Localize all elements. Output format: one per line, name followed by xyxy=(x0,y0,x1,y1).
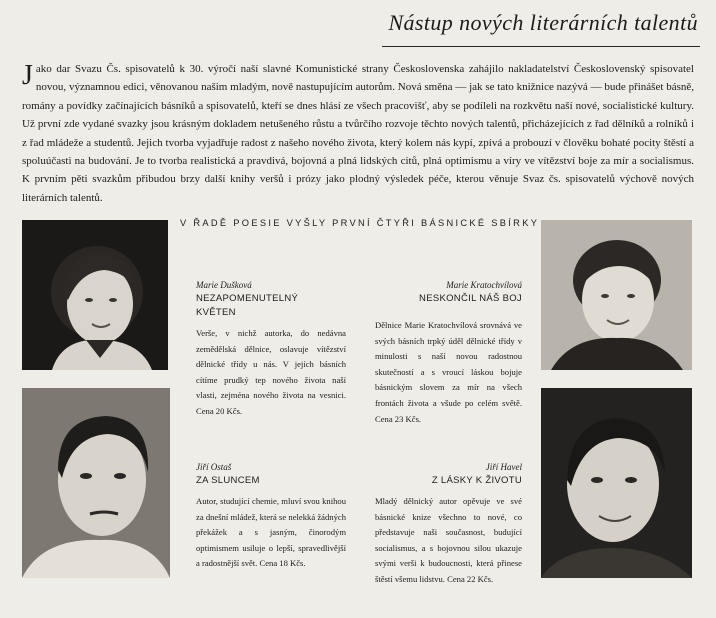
book-description: Dělnice Marie Kratochvílová srovnává ve svých básních trpký úděl dělnické třídy v minulosti s naší novou radostnou skutečností a s vroucí láskou bojuje básnickým slovem za mír na všech frontách života a všude po celém světě. Cena 23 Kčs. xyxy=(375,320,522,424)
book-author: Jiří Ostaš xyxy=(196,462,232,472)
intro-dropcap: J xyxy=(22,60,33,91)
book-nezapomenutelny-kveten xyxy=(196,280,346,420)
book-title: ZA SLUNCEM xyxy=(196,475,260,486)
book-z-lasky-k-zivotu xyxy=(375,462,522,588)
book-description: Autor, studující chemie, mluví svou knihou za dnešní mládež, která se nelekká žádných překážek a s jasným, činorodým optimismem usiluje o lepší, spravedlivější a radostnější svět. Cena 18 Kčs. xyxy=(196,496,346,569)
book-description: Mladý dělnický autor opěvuje ve své básnické knize všechno to nové, co představuje naši současnost, budující socialismus, a s bojovnou silou ukazuje svými verši k budoucnosti, která přinese štěstí všemu lidstvu. Cena 22 Kčs. xyxy=(375,496,522,584)
book-title: NEZAPOMENUTELNÝ KVĚTEN xyxy=(196,293,299,318)
intro-paragraph xyxy=(22,60,694,207)
book-author: Marie Dušková xyxy=(196,280,252,290)
book-author: Jiří Havel xyxy=(485,462,522,472)
book-za-sluncem xyxy=(196,462,346,572)
portrait-jiri-ostas xyxy=(22,388,170,578)
section-heading: V ŘADĚ POESIE VYŠLY PRVNÍ ČTYŘI BÁSNICKÉ SBÍRKY xyxy=(180,218,540,228)
book-description: Verše, v nichž autorka, do nedávna zemědělská dělnice, oslavuje vítězství dělnické třídy u nás. V jejích básních cítíme prudký tep nového života naší vlasti, zejména nového života na vesnici. Cena 20 Kčs. xyxy=(196,328,346,416)
book-title: Z LÁSKY K ŽIVOTU xyxy=(431,475,522,486)
portrait-marie-kratochvilova xyxy=(541,220,692,370)
title-rule xyxy=(382,46,700,47)
portrait-marie-duskova xyxy=(22,220,168,370)
book-author: Marie Kratochvílová xyxy=(446,280,522,290)
portrait-jiri-havel xyxy=(541,388,692,578)
intro-text: ako dar Svazu Čs. spisovatelů k 30. výročí naší slavné Komunistické strany Československa zahájilo nakladatelství Československý spisovatel novou, významnou edici, věnovanou našim mladým, nově nastupujícím autorům. Nová směna — jak se tato knižnice nazývá — bude přinášet básně, romány a povídky začínajících básníků a spisovatelů, kteří se dnes hlásí ze všech pracovišť, aby se podíleli na rozkvětu naší nové, socialistické kultury. Už první zde vydané svazky jsou krásným dokladem netušeného růstu a tvůrčího rozvoje těchto nových talentů, přicházejících z řad dělníků a rolníků i z řad mládeže a studentů. Jejich tvorba vyjadřuje radost z našeho nového života, který kolem nás kypí, zpívá a probouzí v člověku bohaté pocity štěstí a spoluúčasti na budování. Je to tvorba realistická a pravdivá, bojovná a plná lidských citů, plná optimismu a víry ve vítězství boje za mír a socialismus. K prvním pěti svazkům přibudou brzy další knihy veršů i prózy jako plodný výsledek péče, kterou věnuje Svaz čs. spisovatelů výchově nových literárních talentů. xyxy=(22,63,694,204)
book-title: NESKONČIL NÁŠ BOJ xyxy=(419,293,522,304)
page-title: Nástup nových literárních talentů xyxy=(388,10,698,35)
book-neskoncil-nas-boj xyxy=(375,280,522,427)
